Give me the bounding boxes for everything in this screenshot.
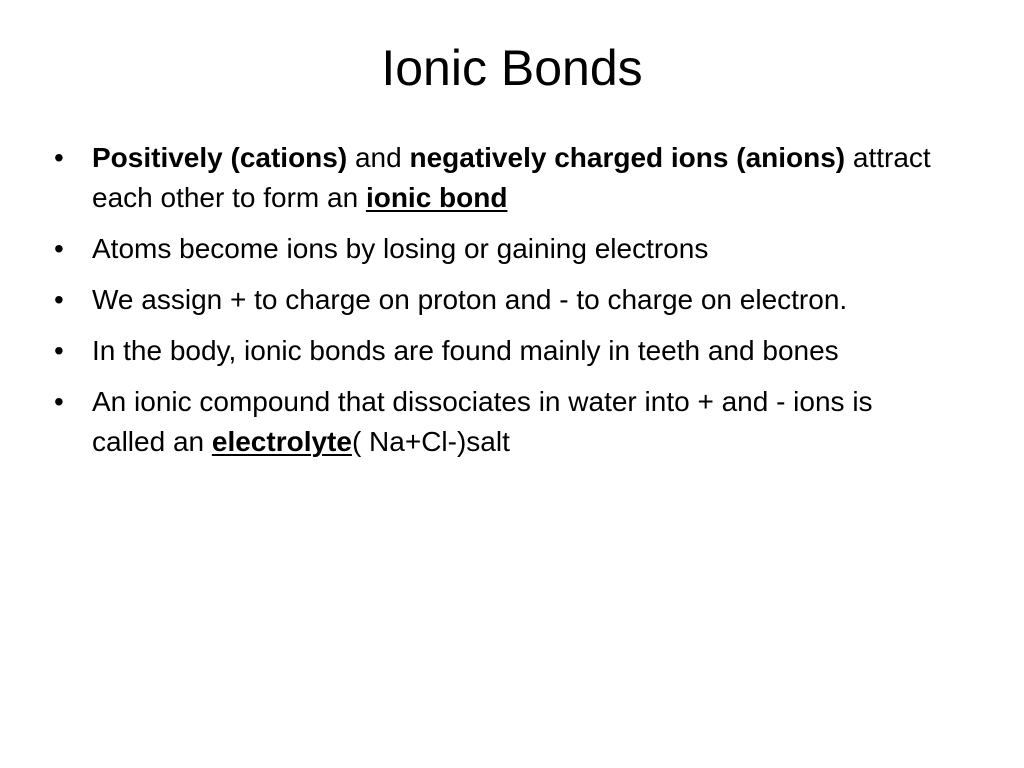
bullet-point-icon: •: [54, 142, 64, 173]
key-term-electrolyte: electrolyte: [211, 426, 352, 457]
bullet-item-body-ionic-bonds: [52, 331, 952, 371]
bullet-point-icon: •: [54, 386, 64, 417]
bullet-item-atoms-become-ions: [52, 229, 952, 269]
bullet-list: [52, 138, 952, 473]
bullet-text: In the body, ionic bonds are found mainly in teeth and bones: [92, 335, 839, 366]
bullet-point-icon: •: [54, 335, 64, 366]
bullet-text: and: [347, 142, 410, 173]
bullet-point-icon: •: [54, 284, 64, 315]
key-term-ionic-bond: ionic bond: [365, 182, 508, 213]
bullet-text: Atoms become ions by losing or gaining electrons: [92, 233, 709, 264]
bullet-text: We assign + to charge on proton and - to charge on electron.: [92, 284, 848, 315]
slide-title: Ionic Bonds: [381, 40, 643, 96]
bullet-item-cations-anions: [52, 138, 952, 218]
bullet-item-electrolyte: [52, 382, 952, 462]
bullet-text: An ionic compound that dissociates in water into + and - ions is called an: [92, 386, 873, 457]
bullet-text: attract each other to form an: [92, 142, 931, 213]
bullet-point-icon: •: [54, 233, 64, 264]
bullet-text-bold: negatively charged ions (anions): [409, 142, 846, 173]
bullet-text: ( Na+Cl-)salt: [351, 426, 510, 457]
bullet-text-bold: Positively (cations): [92, 142, 348, 173]
bullet-item-charge-assignment: [52, 280, 952, 320]
